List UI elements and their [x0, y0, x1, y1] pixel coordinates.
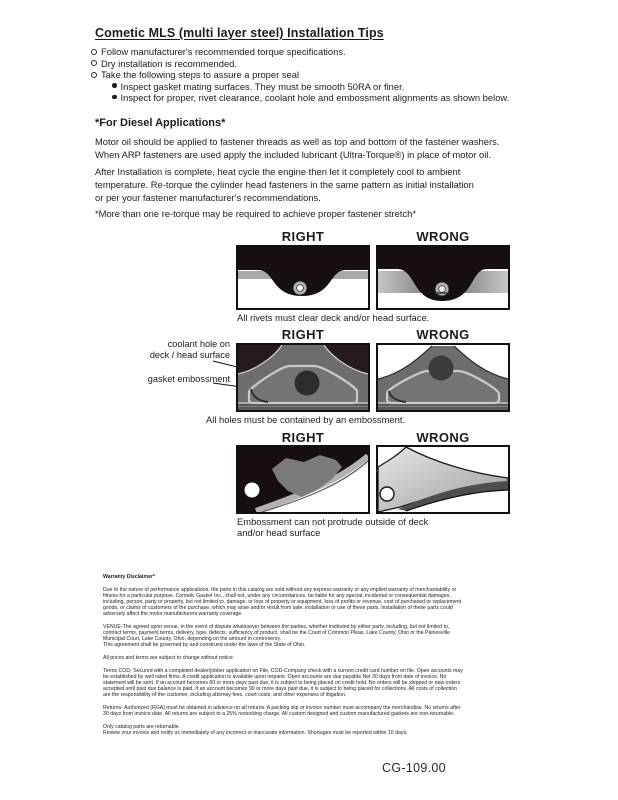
warranty-line: contract terms, payment terms, delivery, type, defects, sufficiency of product, shall be the Court of Common Pleas, Lake County, Ohio or the Painesville — [103, 630, 450, 636]
diesel-heading: *For Diesel Applications* — [95, 117, 226, 129]
row1-right-label: RIGHT — [281, 229, 325, 244]
row3-wrong-label: WRONG — [416, 430, 470, 445]
tip-text: Dry installation is recommended. — [101, 57, 237, 69]
callout-gasket-embossment-label: gasket embossment — [147, 374, 230, 384]
tip-sub-bullet-line — [112, 92, 509, 103]
warranty-line: All prices and terms are subject to change without notice. — [103, 655, 235, 661]
tip-text: Inspect gasket mating surfaces. They must be smooth 50RA or finer. — [120, 80, 405, 92]
warranty-line: goods, or claims of customers of the purchase, which may arise and/or result from sale, installation or use of these parts. Installation of these parts could — [103, 605, 453, 611]
tip-bullet-line — [91, 69, 299, 80]
callout-coolant-hole-label: coolant hole on deck / head surface — [149, 339, 230, 360]
tip-text: Take the following steps to assure a proper seal — [101, 69, 300, 80]
warranty-heading: Warranty Disclaimer* — [103, 574, 155, 580]
row2-wrong-label: WRONG — [416, 327, 470, 342]
diagram-embossment-right-graphic — [236, 445, 370, 514]
rivets-caption: All rivets must clear deck and/or head surface. — [237, 312, 430, 323]
tip-text: Inspect for proper, rivet clearance, coolant hole and embossment alignments as shown below. — [120, 92, 510, 103]
retorque-note: *More than one re-torque may be required to achieve proper fastener stretch* — [95, 208, 417, 219]
diagram-holes-wrong-graphic — [376, 343, 510, 412]
embossment-caption-line2: and/or head surface — [237, 527, 321, 538]
coolant-hole — [295, 371, 320, 396]
coolant-hole — [429, 356, 454, 381]
warranty-line: statement will be sent. If an account becomes 60 or more days past due, it is subject to being placed on credit hold. No orders will be shipped or new orders — [103, 680, 461, 686]
venue-paragraph — [103, 624, 543, 648]
warranty-line: Municipal Court, Lake County, Ohio, depending on the amount in controversy. — [103, 636, 282, 642]
bullet-circle-icon — [91, 49, 97, 55]
tip-bullet-line — [91, 46, 346, 57]
row3-right-label: RIGHT — [281, 430, 325, 445]
warranty-paragraph — [103, 587, 543, 617]
holes-caption: All holes must be contained by an embossment. — [206, 414, 406, 425]
warranty-line: VENUE-The agreed upon venue, in the event of dispute whatsoever between the parties, whether instituted by either party, including, but not limited to, — [103, 624, 450, 630]
footer-page-code: CG-109.00 — [382, 761, 446, 775]
warranty-line: accepted until past due balance is paid. If an account becomes 90 or more days past due, it is subject to being placed for collections. All costs of collection — [103, 686, 457, 692]
prices-paragraph — [103, 655, 543, 661]
warranty-line: fitness for a particular purpose. Cometic Gasket Inc., shall not, under any circumstances, be liable for any special, incidental or consequential damages, — [103, 593, 451, 599]
bolt-hole — [380, 487, 394, 501]
warranty-line: adversely affect the motor manufacturers warranty coverage. — [103, 611, 243, 617]
terms-paragraph — [103, 668, 543, 698]
warranty-line: This agreement shall be governed by and construed under the laws of the State of Ohio. — [103, 642, 306, 648]
returns-paragraph — [103, 705, 543, 717]
warranty-line: Returns- Authorized (RGA) must be obtained in advance on all returns. A packing slip or invoice number must accompany the merchandise. No returns after — [103, 705, 461, 711]
tip-bullet-line — [91, 58, 237, 69]
diagram-holes-right-graphic — [236, 343, 370, 412]
warranty-line: Only catalog parts are returnable. — [103, 724, 180, 730]
diagram-rivets-right-graphic — [236, 245, 370, 310]
warranty-line: Terms COD- Secured with a completed dealer/jobber application on File, COD-Company check with a current credit card number on file. Open accounts may — [103, 668, 463, 674]
diesel-paragraph-line: or per your fastener manufacturer's recommendations. — [95, 192, 321, 203]
row1-wrong-label: WRONG — [416, 229, 470, 244]
row2-right-label: RIGHT — [281, 327, 325, 342]
bolt-hole — [245, 483, 260, 498]
bullet-circle-icon — [91, 72, 97, 78]
tip-text: Follow manufacturer's recommended torque specifications. — [101, 46, 346, 57]
diesel-paragraph-line: temperature. Re-torque the cylinder head fasteners in the same pattern as initial installation — [95, 179, 474, 190]
diesel-paragraph-line: Motor oil should be applied to fastener threads as well as top and bottom of the fastener washers. — [95, 136, 500, 147]
embossment-caption-line1: Embossment can not protrude outside of deck — [237, 516, 429, 527]
final-paragraph — [103, 724, 543, 736]
tip-sub-bullet-line — [112, 81, 404, 92]
warranty-line: Due to the nature of performance applications, the parts in this catalog are sold without any express warranty or any implied warranty of merchantability or — [103, 587, 457, 593]
diesel-paragraph-line: After Installation is complete, heat cycle the engine then let it completely cool to ambient — [95, 166, 461, 177]
warranty-disclaimer-block — [103, 574, 543, 736]
warranty-line: are the responsibility of the customer, including attorney fees, court costs, and other expenses of litigation. — [103, 692, 347, 698]
diagram-embossment-wrong-graphic — [376, 445, 510, 514]
diagram-rivets-wrong-graphic — [376, 245, 510, 310]
diesel-paragraph-line: When ARP fasteners are used apply the included lubricant (Ultra-Torque®) in place of motor oil. — [95, 149, 491, 160]
page-title: Cometic MLS (multi layer steel) Installation Tips — [95, 26, 384, 40]
bullet-dot-icon — [112, 83, 117, 88]
warranty-line: 30 days from invoice date. All returns are subject to a 25% restocking charge. All custom designed and custom manufactured gaskets are non-returnable. — [103, 711, 455, 717]
warranty-line: including, person, party or property, but not limited to, damage, or loss of property or equipment, loss of profits or revenue, cost of purchased or replacement — [103, 599, 462, 605]
warranty-line: Review your invoice and notify us immediately of any incorrect or inaccurate information. Shortages must be reported within 10 days. — [103, 730, 408, 736]
bullet-dot-icon — [112, 95, 117, 100]
warranty-line: be established by well rated firms. A credit application is available upon request. Open accounts are due payable Net 30 days from date of invoice. No — [103, 674, 447, 680]
bullet-circle-icon — [91, 60, 97, 66]
